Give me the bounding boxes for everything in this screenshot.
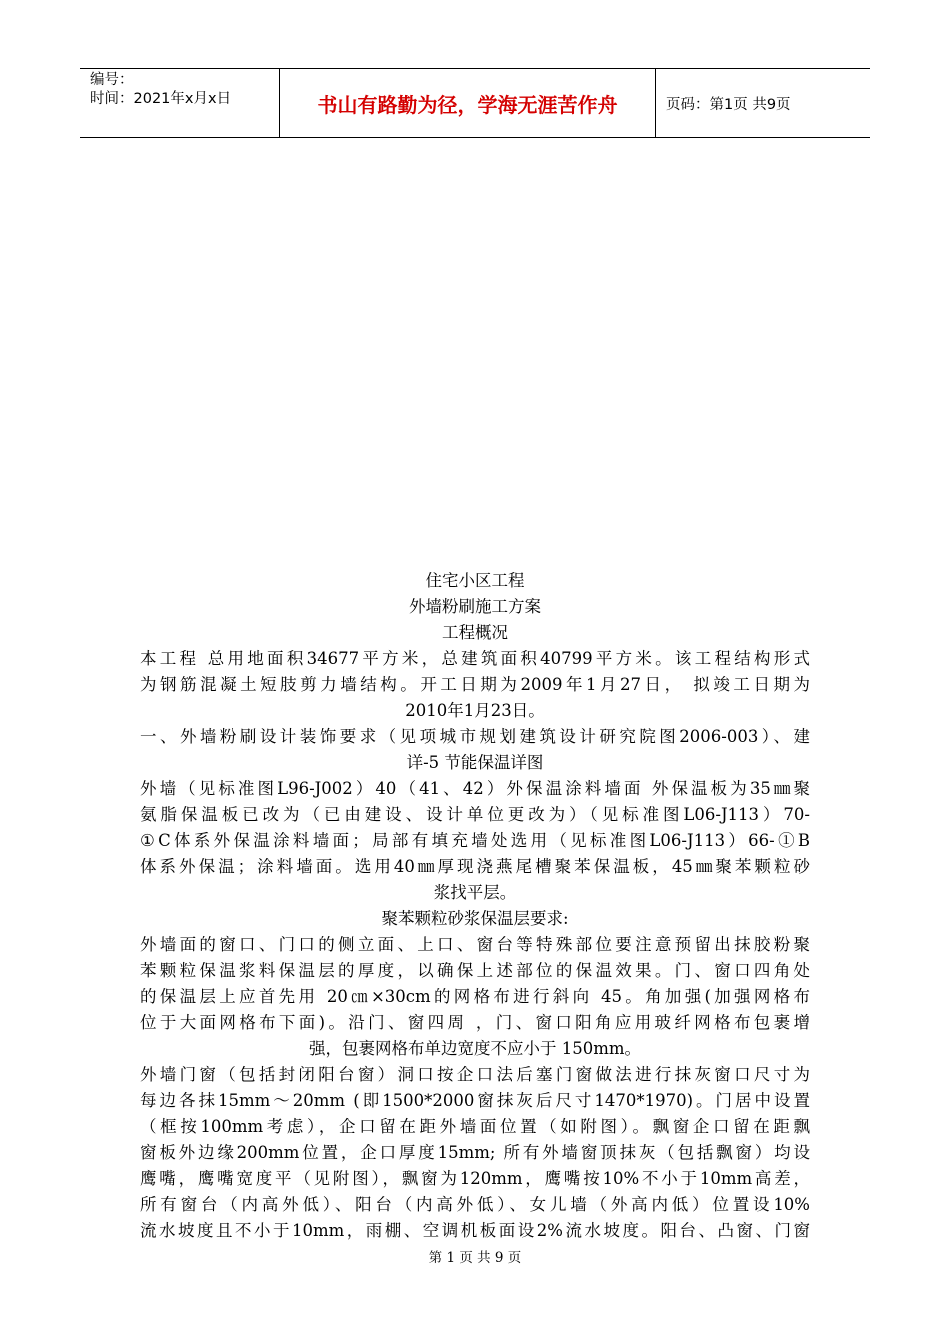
body-line: 体系外保温；涂料墙面。选用40㎜厚现浇燕尾槽聚苯保温板，45㎜聚苯颗粒砂 — [140, 857, 810, 876]
header-motto: 书山有路勤为径，学海无涯苦作舟 — [280, 69, 656, 137]
body-line: 强，包裹网格布单边宽度不应小于 150mm。 — [308, 1039, 642, 1058]
page-footer: 第 1 页 共 9 页 — [428, 1250, 522, 1266]
body-line: 外墙门窗（包括封闭阳台窗）洞口按企口法后塞门窗做法进行抹灰窗口尺寸为 — [140, 1065, 810, 1084]
body-line: 外墙粉刷施工方案 — [409, 597, 541, 616]
body-line: 浆找平层。 — [433, 883, 517, 902]
time-label: 时间：2021年x月x日 — [90, 91, 232, 107]
body-line: 流水坡度且不小于10mm，雨棚、空调机板面设2%流水坡度。阳台、凸窗、门窗 — [140, 1221, 810, 1240]
body-line: 聚苯颗粒砂浆保温层要求: — [381, 909, 569, 928]
body-line: 鹰嘴，鹰嘴宽度平（见附图），飘窗为120mm，鹰嘴按10%不小于10mm高差， — [140, 1169, 810, 1188]
body-line: （框按100mm考虑），企口留在距外墙面位置（如附图）。飘窗企口留在距飘 — [140, 1117, 810, 1136]
header-page-code: 页码：第1页 共9页 — [666, 96, 791, 113]
body-line: 苯颗粒保温浆料保温层的厚度，以确保上述部位的保温效果。门、窗口四角处 — [140, 961, 810, 980]
header-meta — [80, 69, 280, 137]
body-line: 外墙面的窗口、门口的侧立面、上口、窗台等特殊部位要注意预留出抹胶粉聚 — [140, 935, 810, 954]
body-line: 本工程 总用地面积34677平方米，总建筑面积40799平方米。该工程结构形式 — [140, 649, 810, 668]
body-line: 位于大面网格布下面)。沿门、窗四周 ，门、窗口阳角应用玻纤网格布包裹增 — [140, 1013, 810, 1032]
body-line: 氨脂保温板已改为（已由建设、设计单位更改为）（见标准图L06-J113）70- — [140, 805, 810, 824]
body-line: 一、外墙粉刷设计装饰要求（见项城市规划建筑设计研究院图2006-003）、建 — [140, 727, 810, 746]
body-line: 外墙（见标准图L96-J002）40（41、42）外保温涂料墙面 外保温板为35㎜聚 — [140, 779, 810, 798]
body-line: ①C体系外保温涂料墙面；局部有填充墙处选用（见标准图L06-J113）66-①B — [140, 831, 810, 850]
number-label: 编号： — [90, 72, 134, 88]
body-line: 的保温层上应首先用 20㎝×30cm的网格布进行斜向 45。角加强(加强网格布 — [140, 987, 810, 1006]
body-line: 工程概况 — [442, 623, 508, 642]
body-line: 为钢筋混凝土短肢剪力墙结构。开工日期为2009年1月27日， 拟竣工日期为 — [140, 675, 810, 694]
body-line: 所有窗台（内高外低）、阳台（内高外低）、女儿墙（外高内低）位置设10% — [140, 1195, 810, 1214]
body-line: 窗板外边缘200mm位置，企口厚度15mm; 所有外墙窗顶抹灰（包括飘窗）均设 — [140, 1143, 810, 1162]
document-header — [80, 68, 870, 138]
body-line: 2010年1月23日。 — [405, 701, 545, 720]
body-line: 每边各抹15mm～20mm (即1500*2000窗抹灰后尺寸1470*1970)。门居中设置 — [140, 1091, 810, 1110]
document-body — [140, 568, 810, 1244]
body-line: 住宅小区工程 — [425, 571, 525, 590]
body-line: 详-5 节能保温详图 — [406, 753, 544, 772]
